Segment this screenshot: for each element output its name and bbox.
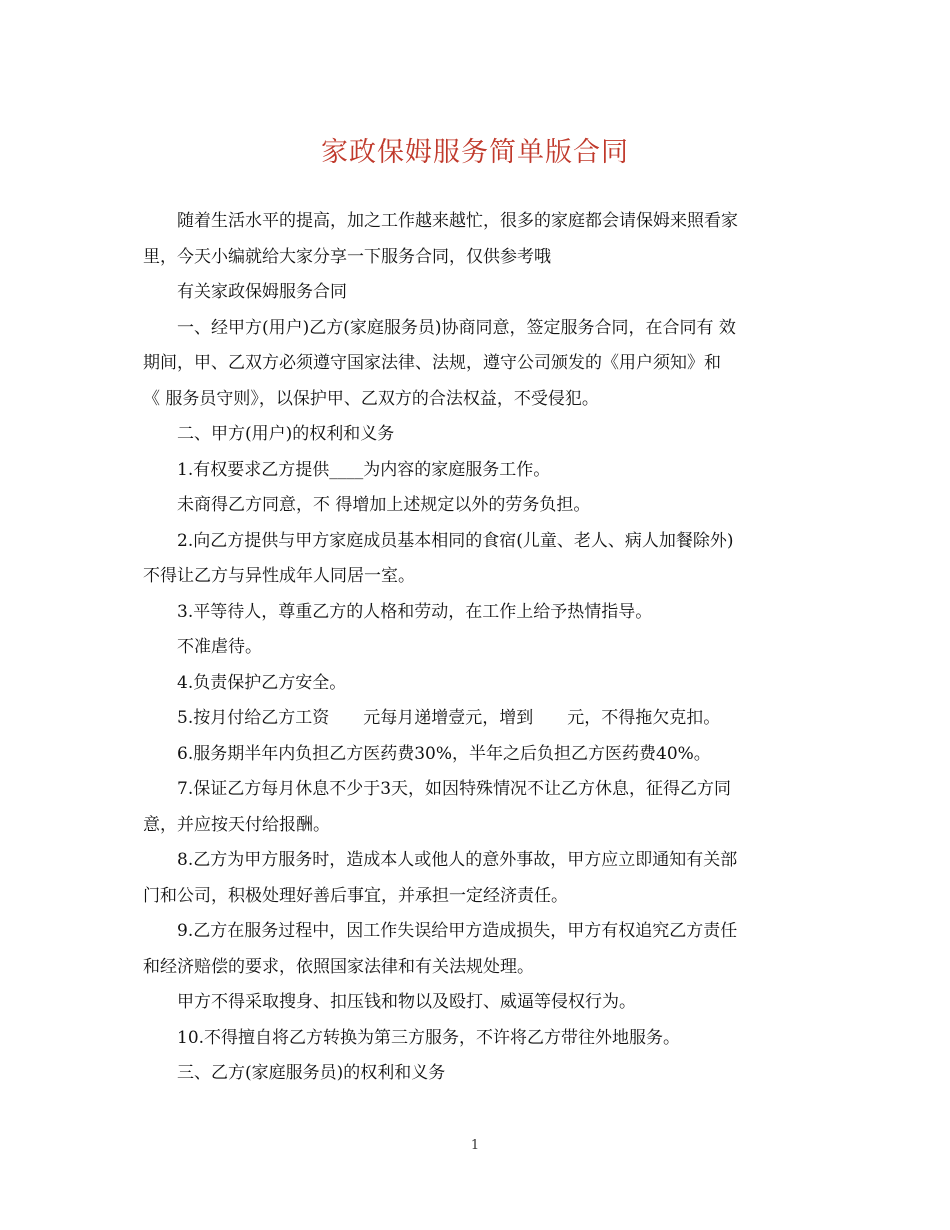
text-line: 6.服务期半年内负担乙方医药费30%，半年之后负担乙方医药费40%。 — [177, 743, 711, 764]
text-line: 里，今天小编就给大家分享一下服务合同，仅供参考哦 — [143, 246, 551, 267]
text-line: 3.平等待人，尊重乙方的人格和劳动，在工作上给予热情指导。 — [177, 601, 653, 622]
text-line: 5.按月付给乙方工资 元每月递增壹元，增到 元，不得拖欠克扣。 — [177, 708, 721, 728]
text-line: 10.不得擅自将乙方转换为第三方服务，不许将乙方带往外地服务。 — [177, 1027, 681, 1048]
text-line: 2.向乙方提供与甲方家庭成员基本相同的食宿(儿童、老人、病人加餐除外) — [177, 530, 734, 551]
document-body — [143, 204, 808, 1092]
text-line: 不得让乙方与异性成年人同居一室。 — [143, 566, 415, 586]
text-line: 甲方不得采取搜身、扣压钱和物以及殴打、威逼等侵权行为。 — [177, 992, 636, 1012]
text-line: 《 服务员守则》，以保护甲、乙双方的合法权益，不受侵犯。 — [143, 388, 599, 409]
text-line: 7.保证乙方每月休息不少于3天，如因特殊情况不让乙方休息，征得乙方同 — [177, 779, 732, 799]
text-line: 不准虐待。 — [177, 637, 262, 657]
text-line: 门和公司，积极处理好善后事宜，并承担一定经济责任。 — [143, 885, 568, 906]
text-line: 期间，甲、乙双方必须遵守国家法律、法规，遵守公司颁发的《用户须知》和 — [143, 353, 721, 373]
text-line: 随着生活水平的提高，加之工作越来越忙，很多的家庭都会请保姆来照看家 — [177, 211, 738, 231]
text-line: 8.乙方为甲方服务时，造成本人或他人的意外事故，甲方应立即通知有关部 — [177, 850, 738, 870]
text-line: 一、经甲方(用户)乙方(家庭服务员)协商同意，签定服务合同，在合同有 效 — [177, 317, 736, 338]
text-line: 和经济赔偿的要求，依照国家法律和有关法规处理。 — [143, 956, 534, 977]
text-line: 4.负责保护乙方安全。 — [177, 672, 347, 693]
text-line: 1.有权要求乙方提供____为内容的家庭服务工作。 — [177, 459, 551, 480]
page-number: 1 — [470, 1138, 480, 1153]
text-line: 9.乙方在服务过程中，因工作失误给甲方造成损失，甲方有权追究乙方责任 — [177, 921, 738, 941]
text-line: 未商得乙方同意，不 得增加上述规定以外的劳务负担。 — [177, 495, 591, 515]
text-line: 有关家政保姆服务合同 — [177, 282, 347, 302]
text-line: 二、甲方(用户)的权利和义务 — [177, 424, 395, 444]
text-line: 意，并应按天付给报酬。 — [143, 814, 330, 835]
document-title: 家政保姆服务简单版合同 — [321, 137, 629, 168]
text-line: 三、乙方(家庭服务员)的权利和义务 — [177, 1063, 446, 1083]
